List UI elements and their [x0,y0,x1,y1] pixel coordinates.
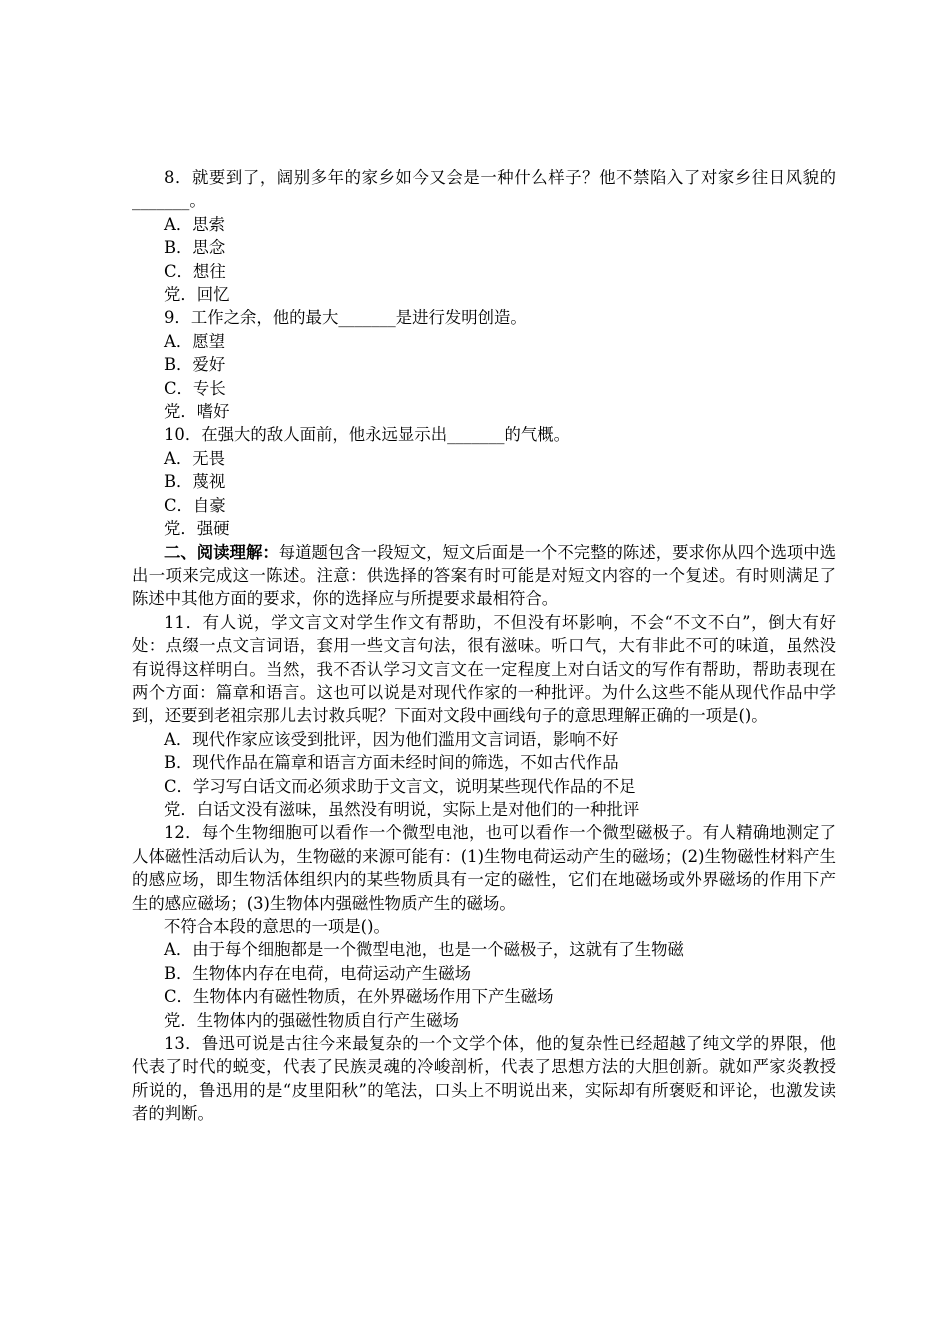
question-11-option-b: B．现代作品在篇章和语言方面未经时间的筛选，不如古代作品 [164,753,619,773]
question-11-option-a: A．现代作家应该受到批评，因为他们滥用文言词语，影响不好 [164,729,619,749]
question-12-stem: 12．每个生物细胞可以看作一个微型电池，也可以看作一个微型磁极子。有人精确地测定了人体磁性活动后认为，生物磁的来源可能有：(1)生物电荷运动产生的磁场；(2)生物磁性材料产生的感应场，即生物活体组织内的某些物质具有一定的磁性，它们在地磁场或外界磁场的作用下产生的感应磁场；(3)生物体内强磁性物质产生的磁场。 [132,823,836,913]
question-11-stem: 11．有人说，学文言文对学生作文有帮助，不但没有坏影响，不会“不文不白”，倒大有好处：点缀一点文言词语，套用一些文言句法，很有滋味。听口气，大有非此不可的味道，虽然没有说得这样明白。当然，我不否认学习文言文在一定程度上对白话文的写作有帮助，帮助表现在两个方面：篇章和语言。这也可以说是对现代作家的一种批评。为什么这些不能从现代作品中学到，还要到老祖宗那儿去讨救兵呢？下面对文段中画线句子的意思理解正确的一项是()。 [132,612,836,726]
section-2-intro [132,541,836,611]
question-8-stem: 8．就要到了，阔别多年的家乡如今又会是一种什么样子？他不禁陷入了对家乡往日风貌的_______。 [132,168,836,211]
question-8-option-b: B．思念 [164,238,226,258]
question-11-option-d: 党．白话文没有滋味，虽然没有明说，实际上是对他们的一种批评 [164,799,640,819]
question-13-stem: 13．鲁迅可说是古往今来最复杂的一个文学个体，他的复杂性已经超越了纯文学的界限，他代表了时代的蜕变，代表了民族灵魂的冷峻剖析，代表了思想方法的大胆创新。就如严家炎教授所说的，鲁迅用的是“皮里阳秋”的笔法，口头上不明说出来，实际却有所褒贬和评论，也激发读者的判断。 [132,1034,836,1124]
question-12-option-a: A．由于每个细胞都是一个微型电池，也是一个磁极子，这就有了生物磁 [164,940,684,960]
question-8-option-a: A．思索 [164,214,226,234]
question-10-option-c: C．自豪 [164,495,226,515]
document-page [132,166,836,1126]
question-12-option-d: 党．生物体内的强磁性物质自行产生磁场 [164,1010,460,1030]
question-10-option-b: B．蔑视 [164,472,226,492]
question-11-option-c: C．学习写白话文而必须求助于文言文，说明某些现代作品的不足 [164,776,636,796]
question-12-option-c: C．生物体内有磁性物质，在外界磁场作用下产生磁场 [164,987,554,1007]
section-2-instructions: 每道题包含一段短文，短文后面是一个不完整的陈述，要求你从四个选项中选出一项来完成这一陈述。注意：供选择的答案有时可能是对短文内容的一个复述。有时则满足了陈述中其他方面的要求，你的选择应与所提要求最相符合。 [132,542,837,609]
question-9-option-d: 党．嗜好 [164,402,230,422]
question-9-option-a: A．愿望 [164,331,226,351]
question-9-stem: 9．工作之余，他的最大_______是进行发明创造。 [164,308,527,328]
question-8-option-d: 党．回忆 [164,285,230,305]
question-9-option-b: B．爱好 [164,355,226,375]
question-9-option-c: C．专长 [164,378,226,398]
question-10-option-a: A．无畏 [164,448,226,468]
question-12-option-b: B．生物体内存在电荷，电荷运动产生磁场 [164,963,472,983]
section-2-heading: 二、阅读理解： [164,542,279,562]
question-12-question: 不符合本段的意思的一项是()。 [164,917,390,936]
question-10-stem: 10．在强大的敌人面前，他永远显示出_______的气概。 [164,425,571,445]
question-8-option-c: C．想往 [164,261,226,281]
question-10-option-d: 党．强硬 [164,519,230,539]
